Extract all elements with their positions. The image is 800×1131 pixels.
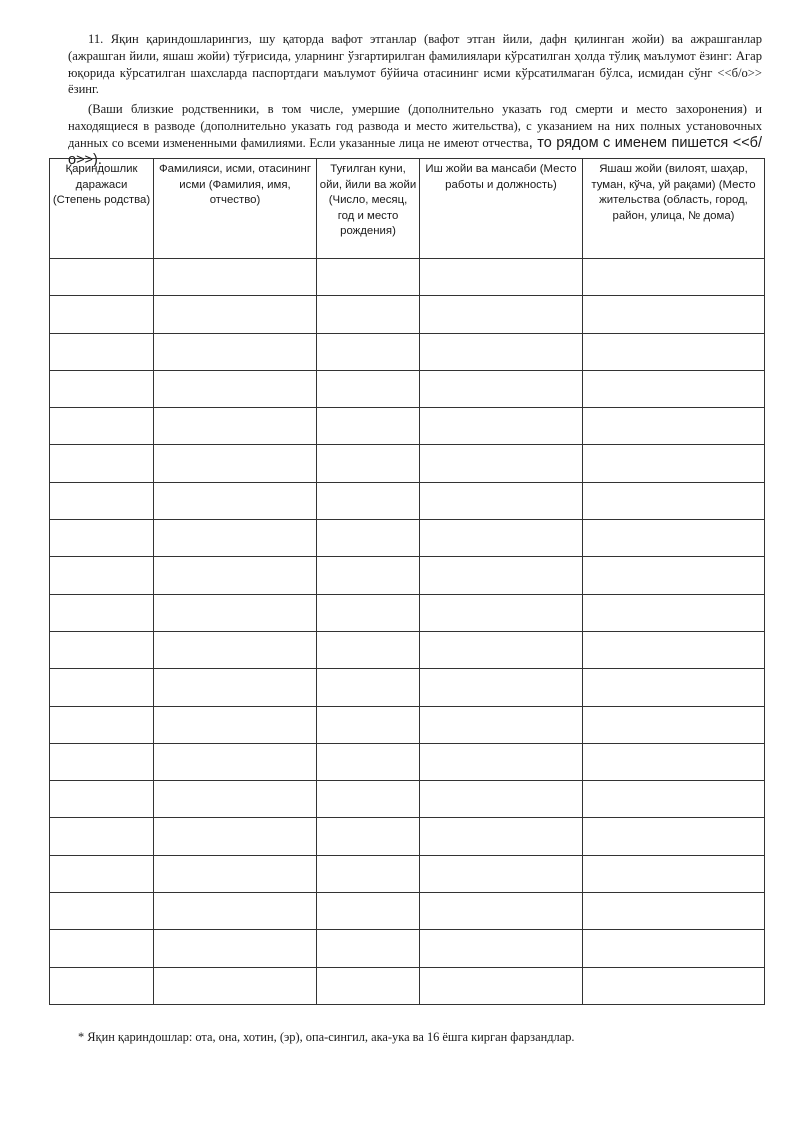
birth-cell[interactable] <box>317 893 420 930</box>
full-name-cell[interactable] <box>154 408 317 445</box>
residence-cell[interactable] <box>583 482 765 519</box>
relatives-table-header <box>50 159 765 259</box>
full-name-cell[interactable] <box>154 631 317 668</box>
birth-cell[interactable] <box>317 520 420 557</box>
workplace-cell[interactable] <box>420 818 583 855</box>
full-name-cell[interactable] <box>154 706 317 743</box>
relationship-cell[interactable] <box>50 781 154 818</box>
residence-cell[interactable] <box>583 259 765 296</box>
workplace-cell[interactable] <box>420 743 583 780</box>
workplace-cell[interactable] <box>420 445 583 482</box>
full-name-cell[interactable] <box>154 967 317 1004</box>
workplace-cell[interactable] <box>420 557 583 594</box>
table-row <box>50 818 765 855</box>
full-name-cell[interactable] <box>154 594 317 631</box>
full-name-cell[interactable] <box>154 855 317 892</box>
workplace-cell[interactable] <box>420 594 583 631</box>
full-name-cell[interactable] <box>154 520 317 557</box>
workplace-cell[interactable] <box>420 631 583 668</box>
relationship-cell[interactable] <box>50 930 154 967</box>
relationship-cell[interactable] <box>50 482 154 519</box>
workplace-cell[interactable] <box>420 855 583 892</box>
workplace-cell[interactable] <box>420 259 583 296</box>
workplace-cell[interactable] <box>420 930 583 967</box>
birth-cell[interactable] <box>317 557 420 594</box>
header-workplace-position: Иш жойи ва мансаби (Место работы и должность) <box>420 159 583 259</box>
full-name-cell[interactable] <box>154 669 317 706</box>
table-row <box>50 930 765 967</box>
header-relationship: Қариндошлик даражаси (Степень родства) <box>50 159 154 259</box>
relationship-cell[interactable] <box>50 296 154 333</box>
residence-cell[interactable] <box>583 520 765 557</box>
birth-cell[interactable] <box>317 482 420 519</box>
full-name-cell[interactable] <box>154 930 317 967</box>
table-row <box>50 445 765 482</box>
relationship-cell[interactable] <box>50 818 154 855</box>
residence-cell[interactable] <box>583 370 765 407</box>
full-name-cell[interactable] <box>154 743 317 780</box>
residence-cell[interactable] <box>583 557 765 594</box>
residence-cell[interactable] <box>583 333 765 370</box>
residence-cell[interactable] <box>583 445 765 482</box>
residence-cell[interactable] <box>583 706 765 743</box>
workplace-cell[interactable] <box>420 893 583 930</box>
table-row <box>50 594 765 631</box>
full-name-cell[interactable] <box>154 370 317 407</box>
relationship-cell[interactable] <box>50 557 154 594</box>
relationship-cell[interactable] <box>50 743 154 780</box>
residence-cell[interactable] <box>583 781 765 818</box>
table-row <box>50 370 765 407</box>
residence-cell[interactable] <box>583 855 765 892</box>
birth-cell[interactable] <box>317 445 420 482</box>
table-row <box>50 669 765 706</box>
workplace-cell[interactable] <box>420 520 583 557</box>
full-name-cell[interactable] <box>154 259 317 296</box>
residence-cell[interactable] <box>583 669 765 706</box>
birth-cell[interactable] <box>317 781 420 818</box>
table-row <box>50 259 765 296</box>
full-name-cell[interactable] <box>154 893 317 930</box>
table-row <box>50 967 765 1004</box>
table-row <box>50 743 765 780</box>
workplace-cell[interactable] <box>420 333 583 370</box>
birth-cell[interactable] <box>317 818 420 855</box>
birth-cell[interactable] <box>317 706 420 743</box>
workplace-cell[interactable] <box>420 781 583 818</box>
relationship-cell[interactable] <box>50 669 154 706</box>
relationship-cell[interactable] <box>50 259 154 296</box>
birth-cell[interactable] <box>317 594 420 631</box>
footnote: * Яқин қариндошлар: ота, она, хотин, (эр), опа-сингил, ака-ука ва 16 ёшга кирган фарзандлар. <box>78 1030 575 1044</box>
birth-cell[interactable] <box>317 743 420 780</box>
table-row <box>50 706 765 743</box>
table-row <box>50 296 765 333</box>
workplace-cell[interactable] <box>420 296 583 333</box>
birth-cell[interactable] <box>317 669 420 706</box>
residence-cell[interactable] <box>583 631 765 668</box>
birth-cell[interactable] <box>317 930 420 967</box>
relationship-cell[interactable] <box>50 967 154 1004</box>
header-full-name: Фамилияси, исми, отасининг исми (Фамилия, имя, отчество) <box>154 159 317 259</box>
birth-cell[interactable] <box>317 408 420 445</box>
header-birth-date-place: Туғилган куни, ойи, йили ва жойи (Число, месяц, год и место рождения) <box>317 159 420 259</box>
workplace-cell[interactable] <box>420 370 583 407</box>
header-row <box>50 159 765 259</box>
residence-cell[interactable] <box>583 296 765 333</box>
relatives-table <box>49 158 765 1005</box>
intro-uzbek-text: 11. Яқин қариндошларингиз, шу қаторда вафот этганлар (вафот этган йили, дафн қилинган жойи) ва ажрашганлар (ажрашган йили, яшаш жойи) тўғрисида, уларнинг ўзгартирилган фамилиялари кўрсатилган ҳолда тўлиқ маълумот ёзинг: Агар юқорида кўрсатилган шахсларда паспортдаги маълумот бўйича отасининг исми кўрсатилмаган бўлса, исмидан сўнг <<б/о>> ёзинг. <box>68 32 762 97</box>
full-name-cell[interactable] <box>154 781 317 818</box>
full-name-cell[interactable] <box>154 333 317 370</box>
header-residence: Яшаш жойи (вилоят, шаҳар, туман, кўча, уй рақами) (Место жительства (область, город, район, улица, № дома) <box>583 159 765 259</box>
table-row <box>50 557 765 594</box>
full-name-cell[interactable] <box>154 557 317 594</box>
full-name-cell[interactable] <box>154 482 317 519</box>
intro-russian-tail: , то рядом с именем пишется <<б/о>>). <box>68 134 762 168</box>
birth-cell[interactable] <box>317 967 420 1004</box>
relationship-cell[interactable] <box>50 594 154 631</box>
residence-cell[interactable] <box>583 743 765 780</box>
birth-cell[interactable] <box>317 631 420 668</box>
table-row <box>50 855 765 892</box>
relationship-cell[interactable] <box>50 445 154 482</box>
relationship-cell[interactable] <box>50 408 154 445</box>
table-row <box>50 482 765 519</box>
table-row <box>50 408 765 445</box>
relationship-cell[interactable] <box>50 706 154 743</box>
relationship-cell[interactable] <box>50 370 154 407</box>
intro-russian-main: (Ваши близкие родственники, в том числе, умершие (дополнительно указать год смерти и место захоронения) и находящиеся в разводе (дополнительно указать год развода и место жительства), с указанием на них полных установочных данных со всеми измененными фамилиями. Если указанные лица не имеют отчества <box>68 102 762 150</box>
relationship-cell[interactable] <box>50 333 154 370</box>
relationship-cell[interactable] <box>50 631 154 668</box>
residence-cell[interactable] <box>583 818 765 855</box>
workplace-cell[interactable] <box>420 482 583 519</box>
birth-cell[interactable] <box>317 370 420 407</box>
workplace-cell[interactable] <box>420 408 583 445</box>
residence-cell[interactable] <box>583 594 765 631</box>
birth-cell[interactable] <box>317 855 420 892</box>
table-row <box>50 520 765 557</box>
full-name-cell[interactable] <box>154 818 317 855</box>
table-row <box>50 333 765 370</box>
relationship-cell[interactable] <box>50 520 154 557</box>
form-intro <box>68 31 762 168</box>
full-name-cell[interactable] <box>154 445 317 482</box>
table-row <box>50 893 765 930</box>
workplace-cell[interactable] <box>420 706 583 743</box>
relatives-table-body <box>50 259 765 1005</box>
table-row <box>50 631 765 668</box>
residence-cell[interactable] <box>583 930 765 967</box>
relationship-cell[interactable] <box>50 893 154 930</box>
residence-cell[interactable] <box>583 893 765 930</box>
full-name-cell[interactable] <box>154 296 317 333</box>
residence-cell[interactable] <box>583 967 765 1004</box>
birth-cell[interactable] <box>317 296 420 333</box>
relationship-cell[interactable] <box>50 855 154 892</box>
table-row <box>50 781 765 818</box>
residence-cell[interactable] <box>583 408 765 445</box>
birth-cell[interactable] <box>317 259 420 296</box>
workplace-cell[interactable] <box>420 669 583 706</box>
birth-cell[interactable] <box>317 333 420 370</box>
workplace-cell[interactable] <box>420 967 583 1004</box>
